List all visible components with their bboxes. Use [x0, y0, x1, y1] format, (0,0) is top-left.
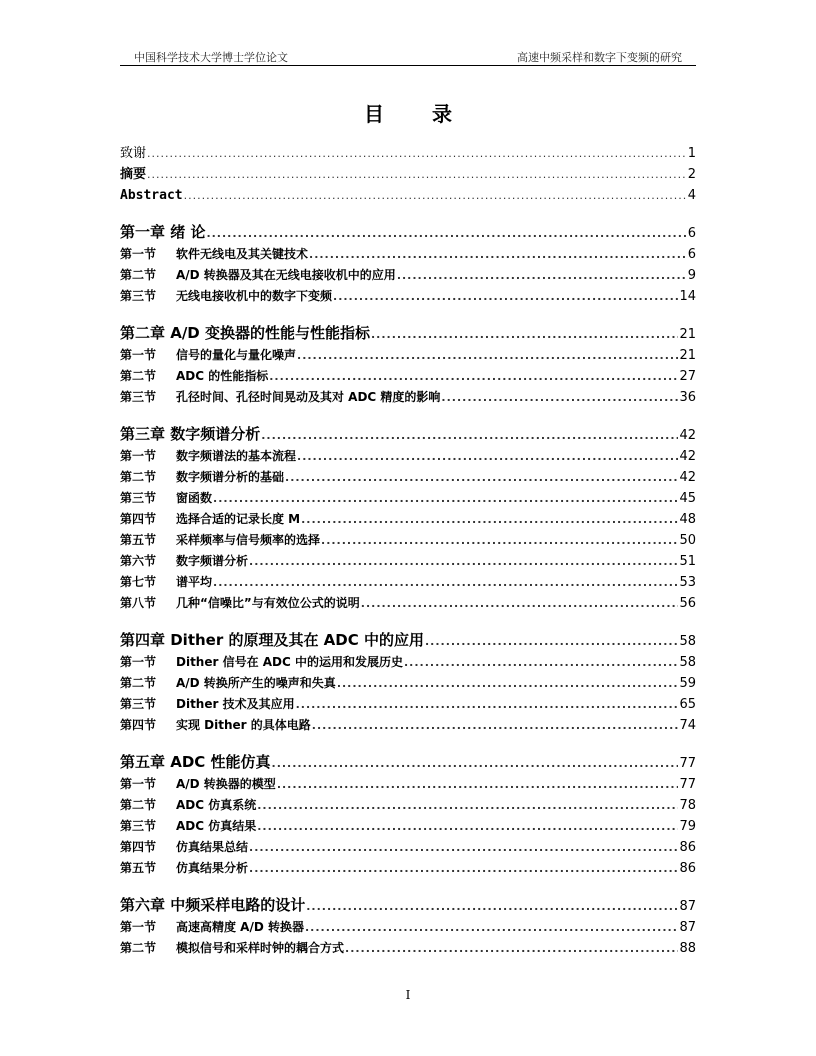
toc-entry-section-3-2-title: 数字频谱分析的基础: [176, 470, 285, 484]
toc-entry-chapter-1-page: 6: [687, 226, 696, 241]
leader-dots: [441, 387, 678, 408]
toc-entry-section-6-2-page: 88: [679, 941, 696, 956]
leader-dots: [249, 551, 678, 572]
toc-entry-section-6-1-number: 第一节: [120, 920, 157, 934]
toc-entry-section-3-2-label: [120, 467, 284, 488]
toc-entry-section-3-8[interactable]: [120, 593, 696, 614]
toc-entry-section-4-3-number: 第三节: [120, 697, 157, 711]
leader-dots: [206, 222, 686, 244]
toc-entry-section-5-2-label: [120, 795, 256, 816]
running-header: [120, 46, 696, 66]
toc-entry-section-3-6-page: 51: [679, 554, 696, 569]
toc-entry-section-5-2[interactable]: [120, 795, 696, 816]
toc-entry-section-4-1-label: [120, 652, 403, 673]
toc-entry-section-4-2-number: 第二节: [120, 676, 157, 690]
toc-entry-section-3-1-title: 数字频谱法的基本流程: [176, 449, 297, 463]
toc-entry-section-3-6-number: 第六节: [120, 554, 157, 568]
toc-entry-section-3-5[interactable]: [120, 530, 696, 551]
leader-dots: [261, 424, 678, 446]
toc-entry-section-3-7-page: 53: [679, 575, 696, 590]
leader-dots: [345, 938, 678, 959]
toc-entry-section-1-3-title: 无线电接收机中的数字下变频: [176, 289, 333, 303]
toc-entry-section-3-1-label: [120, 446, 296, 467]
leader-dots: [277, 774, 679, 795]
toc-entry-section-1-3-label: [120, 286, 332, 307]
toc-entry-section-3-2[interactable]: [120, 467, 696, 488]
table-of-contents: [120, 143, 696, 959]
toc-entry-section-4-3-page: 65: [679, 697, 696, 712]
toc-entry-section-4-4-page: 74: [679, 718, 696, 733]
toc-entry-section-6-2-number: 第二节: [120, 941, 157, 955]
toc-entry-section-5-5-title: 仿真结果分析: [176, 861, 249, 875]
leader-dots: [269, 366, 678, 387]
toc-entry-section-3-1-number: 第一节: [120, 449, 157, 463]
toc-entry-chapter-6-label: 第六章 中频采样电路的设计: [120, 896, 306, 914]
toc-entry-section-4-2-title: A/D 转换所产生的噪声和失真: [176, 676, 336, 690]
toc-entry-section-6-2-label: [120, 938, 344, 959]
header-thesis-title: 高速中频采样和数字下变频的研究: [517, 51, 682, 64]
toc-entry-section-3-7-title: 谱平均: [176, 575, 213, 589]
toc-entry-chapter-3-page: 42: [679, 428, 696, 443]
toc-entry-section-5-2-number: 第二节: [120, 798, 157, 812]
header-thesis-type: 中国科学技术大学博士学位论文: [134, 51, 288, 64]
toc-entry-section-5-1-title: A/D 转换器的模型: [176, 777, 276, 791]
toc-entry-section-1-2-page: 9: [687, 268, 696, 283]
toc-entry-section-4-1-title: Dither 信号在 ADC 中的运用和发展历史: [176, 655, 403, 669]
toc-entry-section-3-4-page: 48: [679, 512, 696, 527]
toc-entry-section-1-3-number: 第三节: [120, 289, 157, 303]
toc-title-char-1: 目: [364, 102, 384, 126]
toc-entry-section-2-2-page: 27: [679, 369, 696, 384]
toc-entry-section-1-2-number: 第二节: [120, 268, 157, 282]
toc-entry-section-4-2-label: [120, 673, 336, 694]
toc-entry-chapter-4-label: 第四章 Dither 的原理及其在 ADC 中的应用: [120, 631, 424, 649]
leader-dots: [285, 467, 678, 488]
toc-entry-section-4-3-title: Dither 技术及其应用: [176, 697, 295, 711]
toc-entry-section-5-4[interactable]: [120, 837, 696, 858]
toc-entry-section-6-1[interactable]: [120, 917, 696, 938]
toc-entry-chapter-2[interactable]: [120, 321, 696, 345]
toc-entry-section-4-3[interactable]: [120, 694, 696, 715]
leader-dots: [333, 286, 678, 307]
toc-entry-section-2-3-title: 孔径时间、孔径时间晃动及其对 ADC 精度的影响: [176, 390, 441, 404]
toc-entry-chapter-1[interactable]: [120, 220, 696, 244]
toc-entry-section-5-4-page: 86: [679, 840, 696, 855]
leader-dots: [306, 895, 678, 917]
toc-entry-section-3-5-number: 第五节: [120, 533, 157, 547]
leader-dots: [147, 164, 687, 185]
toc-entry-section-2-2-label: [120, 366, 268, 387]
leader-dots: [305, 917, 678, 938]
toc-entry-section-1-1-label: [120, 244, 308, 265]
toc-entry-section-3-8-title: 几种“信噪比”与有效位公式的说明: [176, 596, 360, 610]
toc-entry-section-6-1-title: 高速高精度 A/D 转换器: [176, 920, 304, 934]
toc-entry-section-2-3-page: 36: [679, 390, 696, 405]
toc-entry-front-3[interactable]: [120, 185, 696, 206]
leader-dots: [297, 446, 678, 467]
toc-entry-section-3-4-label: [120, 509, 300, 530]
toc-entry-section-4-3-label: [120, 694, 295, 715]
toc-entry-section-2-2-number: 第二节: [120, 369, 157, 383]
toc-entry-section-3-6-label: [120, 551, 248, 572]
toc-entry-front-3-page: 4: [687, 188, 696, 203]
page-number: I: [405, 988, 411, 1002]
leader-dots: [147, 143, 687, 164]
toc-entry-section-5-4-label: [120, 837, 248, 858]
toc-entry-section-3-4-number: 第四节: [120, 512, 157, 526]
toc-entry-chapter-5-page: 77: [679, 756, 696, 771]
leader-dots: [309, 244, 687, 265]
leader-dots: [337, 673, 679, 694]
toc-entry-section-4-4-title: 实现 Dither 的具体电路: [176, 718, 311, 732]
leader-dots: [272, 752, 679, 774]
toc-entry-section-1-2-title: A/D 转换器及其在无线电接收机中的应用: [176, 268, 396, 282]
toc-entry-section-2-1-number: 第一节: [120, 348, 157, 362]
toc-entry-section-2-3-label: [120, 387, 440, 408]
toc-entry-section-1-2-label: [120, 265, 396, 286]
toc-entry-section-6-2-title: 模拟信号和采样时钟的耦合方式: [176, 941, 345, 955]
toc-entry-section-1-1-title: 软件无线电及其关键技术: [176, 247, 309, 261]
toc-entry-section-3-7-number: 第七节: [120, 575, 157, 589]
leader-dots: [213, 488, 678, 509]
toc-entry-section-6-1-label: [120, 917, 304, 938]
toc-entry-section-2-3-number: 第三节: [120, 390, 157, 404]
toc-entry-section-4-1[interactable]: [120, 652, 696, 673]
toc-entry-section-1-3[interactable]: [120, 286, 696, 307]
toc-entry-section-4-2-page: 59: [679, 676, 696, 691]
leader-dots: [371, 323, 678, 345]
toc-entry-section-3-1-page: 42: [679, 449, 696, 464]
toc-entry-section-4-2[interactable]: [120, 673, 696, 694]
toc-entry-front-1-page: 1: [687, 146, 696, 161]
toc-entry-section-4-4-label: [120, 715, 311, 736]
toc-entry-section-2-1-label: [120, 345, 296, 366]
toc-entry-chapter-2-page: 21: [679, 327, 696, 342]
toc-entry-front-3-label: Abstract: [120, 188, 183, 203]
toc-entry-section-1-1[interactable]: [120, 244, 696, 265]
toc-entry-section-5-4-title: 仿真结果总结: [176, 840, 249, 854]
toc-entry-section-6-1-page: 87: [679, 920, 696, 935]
leader-dots: [249, 858, 678, 879]
toc-entry-section-2-1-page: 21: [679, 348, 696, 363]
leader-dots: [184, 185, 687, 206]
toc-entry-section-3-8-number: 第八节: [120, 596, 157, 610]
leader-dots: [213, 572, 678, 593]
toc-entry-chapter-3-label: 第三章 数字频谱分析: [120, 425, 261, 443]
toc-entry-section-3-7[interactable]: [120, 572, 696, 593]
toc-entry-chapter-2-label: 第二章 A/D 变换器的性能与性能指标: [120, 324, 370, 342]
toc-entry-section-3-5-title: 采样频率与信号频率的选择: [176, 533, 321, 547]
toc-entry-section-3-3-page: 45: [679, 491, 696, 506]
toc-entry-section-3-3[interactable]: [120, 488, 696, 509]
toc-entry-section-5-5-page: 86: [679, 861, 696, 876]
toc-entry-section-2-2[interactable]: [120, 366, 696, 387]
toc-entry-section-5-1-label: [120, 774, 276, 795]
leader-dots: [404, 652, 678, 673]
leader-dots: [397, 265, 687, 286]
toc-entry-chapter-4-page: 58: [679, 634, 696, 649]
toc-entry-section-5-3-number: 第三节: [120, 819, 157, 833]
toc-entry-chapter-6-page: 87: [679, 899, 696, 914]
toc-entry-section-4-4[interactable]: [120, 715, 696, 736]
toc-entry-section-6-2[interactable]: [120, 938, 696, 959]
toc-entry-section-3-6[interactable]: [120, 551, 696, 572]
toc-entry-section-3-2-number: 第二节: [120, 470, 157, 484]
toc-entry-section-4-1-page: 58: [679, 655, 696, 670]
toc-entry-section-3-6-title: 数字频谱分析: [176, 554, 249, 568]
toc-title-char-2: 录: [432, 102, 452, 126]
toc-entry-section-3-2-page: 42: [679, 470, 696, 485]
toc-entry-chapter-6[interactable]: [120, 893, 696, 917]
toc-entry-front-1-label: 致谢: [120, 146, 147, 161]
toc-entry-section-3-1[interactable]: [120, 446, 696, 467]
toc-entry-section-1-3-page: 14: [679, 289, 696, 304]
toc-entry-section-4-1-number: 第一节: [120, 655, 157, 669]
toc-entry-section-2-2-title: ADC 的性能指标: [176, 369, 269, 383]
leader-dots: [249, 837, 678, 858]
toc-entry-section-5-5[interactable]: [120, 858, 696, 879]
leader-dots: [321, 530, 678, 551]
toc-entry-section-3-4[interactable]: [120, 509, 696, 530]
toc-entry-chapter-5-label: 第五章 ADC 性能仿真: [120, 753, 271, 771]
toc-entry-front-1[interactable]: [120, 143, 696, 164]
toc-entry-section-5-1-number: 第一节: [120, 777, 157, 791]
toc-entry-chapter-5[interactable]: [120, 750, 696, 774]
toc-entry-section-5-2-page: 78: [679, 798, 696, 813]
toc-entry-section-3-8-label: [120, 593, 360, 614]
toc-entry-section-3-3-title: 窗函数: [176, 491, 213, 505]
toc-entry-section-2-1[interactable]: [120, 345, 696, 366]
toc-entry-front-2-label: 摘要: [120, 167, 147, 182]
toc-entry-section-5-3-page: 79: [679, 819, 696, 834]
toc-entry-section-3-5-label: [120, 530, 320, 551]
toc-entry-front-2[interactable]: [120, 164, 696, 185]
toc-entry-section-2-3[interactable]: [120, 387, 696, 408]
toc-entry-section-3-4-title: 选择合适的记录长度 M: [176, 512, 301, 526]
leader-dots: [296, 694, 679, 715]
toc-entry-section-5-4-number: 第四节: [120, 840, 157, 854]
toc-entry-chapter-4[interactable]: [120, 628, 696, 652]
leader-dots: [312, 715, 679, 736]
toc-entry-section-5-2-title: ADC 仿真系统: [176, 798, 257, 812]
toc-entry-section-1-1-number: 第一节: [120, 247, 157, 261]
toc-entry-chapter-1-label: 第一章 绪 论: [120, 223, 206, 241]
toc-entry-section-5-5-label: [120, 858, 248, 879]
toc-entry-section-3-3-number: 第三节: [120, 491, 157, 505]
toc-entry-section-5-1-page: 77: [679, 777, 696, 792]
toc-entry-section-1-2[interactable]: [120, 265, 696, 286]
toc-title: [0, 98, 816, 127]
toc-entry-section-3-3-label: [120, 488, 212, 509]
toc-entry-section-5-1[interactable]: [120, 774, 696, 795]
toc-entry-section-5-5-number: 第五节: [120, 861, 157, 875]
leader-dots: [257, 816, 678, 837]
leader-dots: [297, 345, 678, 366]
toc-entry-chapter-3[interactable]: [120, 422, 696, 446]
leader-dots: [301, 509, 678, 530]
leader-dots: [257, 795, 678, 816]
toc-entry-section-5-3[interactable]: [120, 816, 696, 837]
toc-entry-section-2-1-title: 信号的量化与量化噪声: [176, 348, 297, 362]
toc-entry-section-4-4-number: 第四节: [120, 718, 157, 732]
toc-entry-section-5-3-label: [120, 816, 256, 837]
leader-dots: [425, 630, 678, 652]
toc-entry-section-3-7-label: [120, 572, 212, 593]
toc-entry-section-3-5-page: 50: [679, 533, 696, 548]
toc-entry-section-3-8-page: 56: [679, 596, 696, 611]
leader-dots: [361, 593, 679, 614]
toc-entry-section-5-3-title: ADC 仿真结果: [176, 819, 257, 833]
toc-entry-section-1-1-page: 6: [687, 247, 696, 262]
toc-entry-front-2-page: 2: [687, 167, 696, 182]
